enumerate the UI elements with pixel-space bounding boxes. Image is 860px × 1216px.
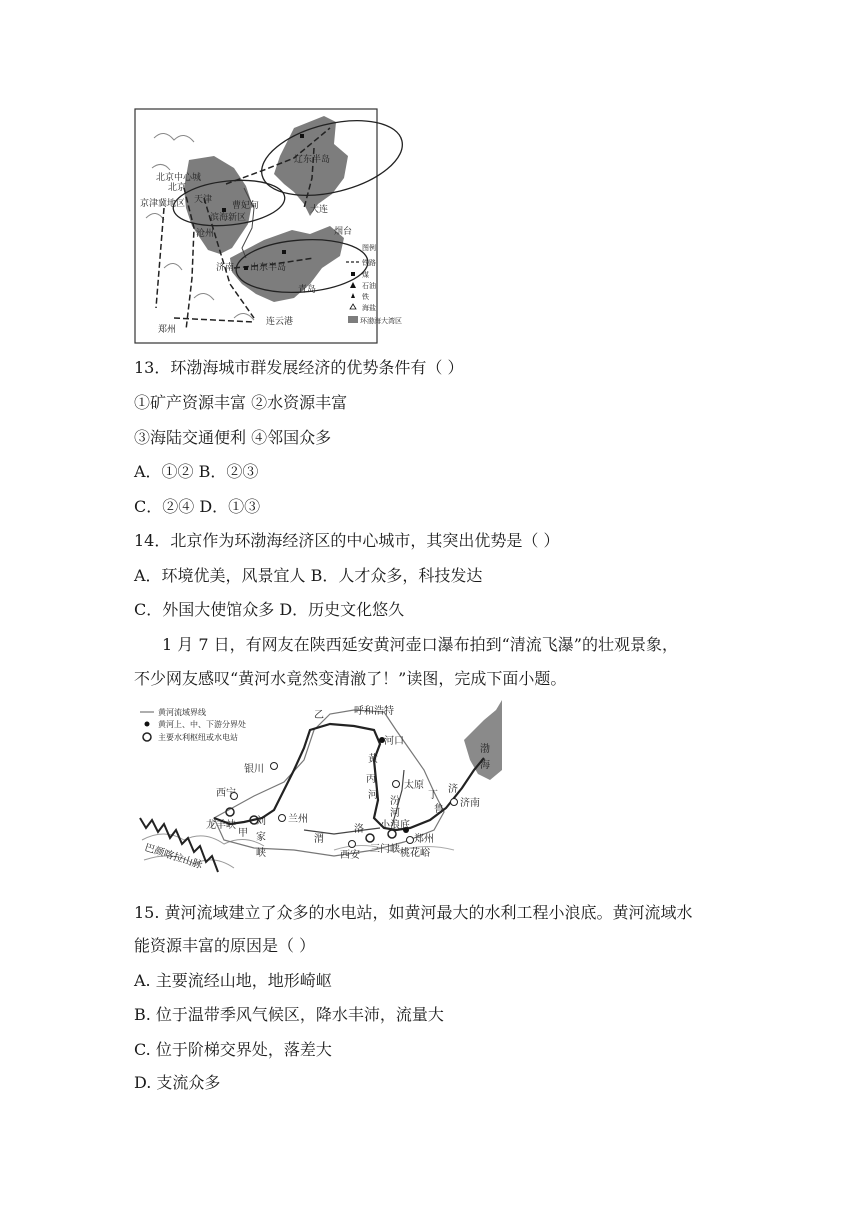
label-binhai: 滨海新区: [210, 213, 247, 223]
label-jingjinji: 京津冀地区: [140, 199, 186, 209]
map-label-luo: 洛: [354, 824, 364, 835]
map-label-bohai2: 海: [480, 760, 490, 771]
map-label-bohai1: 渤: [480, 744, 490, 755]
passage-line-2: 不少网友感叹“黄河水竟然变清澈了！”读图，完成下面小题。: [134, 669, 567, 688]
map-label-0: 铁路: [362, 259, 376, 267]
map-label-2: 石油: [362, 282, 376, 290]
q13-statements-2: ③海陆交通便利 ④邻国众多: [134, 428, 332, 447]
label-zhengzhou: 郑州: [158, 325, 177, 335]
map-label-xiaolangdi: 小浪底: [380, 820, 410, 831]
map-label-xining: 西宁: [216, 788, 236, 799]
map-label-3: 铁: [362, 293, 369, 301]
map-label-1: 黄河上、中、下游分界处: [158, 720, 246, 729]
label-caofeidian: 曹妃甸: [232, 201, 260, 211]
map-label-huhehaote: 呼和浩特: [354, 706, 394, 717]
label-dalian: 大连: [310, 205, 329, 215]
map-label-he: 河: [368, 790, 378, 801]
passage-line-1: 1 月 7 日，有网友在陕西延安黄河壶口瀑布拍到“清流飞瀑”的壮观景象，: [162, 635, 678, 654]
map-label-title: 图例: [362, 244, 376, 252]
q14-stem: 14．北京作为环渤海经济区的中心城市，其突出优势是（ ）: [134, 531, 560, 550]
map-label-ji: 济: [448, 784, 458, 795]
q13-options-cd: C．②④ D．①③: [134, 497, 261, 516]
label-beijing: 北京: [168, 183, 187, 193]
q15-option-d: D. 支流众多: [134, 1073, 221, 1092]
map-label-huang: 黄: [368, 754, 378, 765]
map-label-lu: 鲁: [434, 804, 444, 815]
map-label-bing: 丙: [366, 774, 376, 785]
q13-statements-1: ①矿产资源丰富 ②水资源丰富: [134, 393, 348, 412]
label-lianyungang: 连云港: [266, 317, 294, 327]
label-qingdao: 青岛: [298, 285, 317, 295]
map-label-zhengzhou: 郑州: [414, 834, 434, 845]
map-label-xian: 西安: [340, 850, 360, 861]
map-label-yinchuan: 银川: [244, 764, 264, 775]
q15-option-c: C. 位于阶梯交界处，落差大: [134, 1040, 332, 1059]
q14-options-ab: A．环境优美，风景宜人 B．人才众多，科技发达: [134, 566, 483, 585]
bohai-region-map: [134, 108, 402, 344]
q15-option-a: A. 主要流经山地，地形崎岖: [134, 971, 332, 990]
map-label-longyangxia: 龙羊峡: [206, 820, 236, 831]
map-label-hekou: 河口: [384, 736, 404, 747]
map-label-taiyuan: 太原: [404, 780, 424, 791]
map-label-1: 煤: [362, 271, 369, 279]
map-label-5: 环渤海大湾区: [360, 317, 402, 325]
map-label-4: 海盐: [362, 304, 376, 312]
label-beijing-center: 北京中心城: [156, 173, 202, 183]
map-label-fen: 汾: [390, 796, 400, 807]
q13-options-ab: A．①② B．②③: [134, 462, 259, 481]
map-label-jinan: 济南: [460, 798, 480, 809]
label-jinan: 济南: [216, 263, 235, 273]
map-label-yi: 乙: [314, 710, 324, 721]
label-tianjin: 天津: [194, 195, 213, 205]
q14-options-cd: C．外国大使馆众多 D．历史文化悠久: [134, 600, 405, 619]
label-cangzhou: 沧州: [196, 229, 215, 239]
map-label-ding: 丁: [428, 790, 438, 801]
q15-option-b: B. 位于温带季风气候区，降水丰沛，流量大: [134, 1005, 444, 1024]
map-label-taohuayu: 桃花峪: [400, 848, 430, 859]
map-label-xia: 峡: [256, 848, 266, 859]
label-shandong: 山东半岛: [250, 263, 287, 273]
q15-stem-line-2: 能资源丰富的原因是（ ）: [134, 936, 316, 955]
map-label-lanzhou: 兰州: [288, 814, 308, 825]
map-label-jia: 甲: [238, 828, 248, 839]
map-label-0: 黄河流域界线: [158, 708, 206, 717]
map-label-sanmenxia: 三门峡: [370, 844, 400, 855]
q13-stem: 13．环渤海城市群发展经济的优势条件有（ ）: [134, 358, 464, 377]
map-label-wei: 渭: [314, 834, 324, 845]
map-label-he2: 河: [390, 808, 400, 819]
map-label-2: 主要水利枢纽或水电站: [158, 733, 238, 742]
yellow-river-basin-map: [134, 700, 502, 884]
q15-stem-line-1: 15. 黄河流域建立了众多的水电站，如黄河最大的水利工程小浪底。黄河流域水: [134, 903, 693, 922]
map-label-bayan: 巴颜喀拉山脉: [143, 842, 204, 872]
label-liaodong: 辽东半岛: [294, 155, 331, 165]
label-yantai: 烟台: [334, 227, 353, 237]
map-label-jia2: 家: [256, 832, 266, 843]
map-label-liu: 刘: [256, 816, 266, 827]
